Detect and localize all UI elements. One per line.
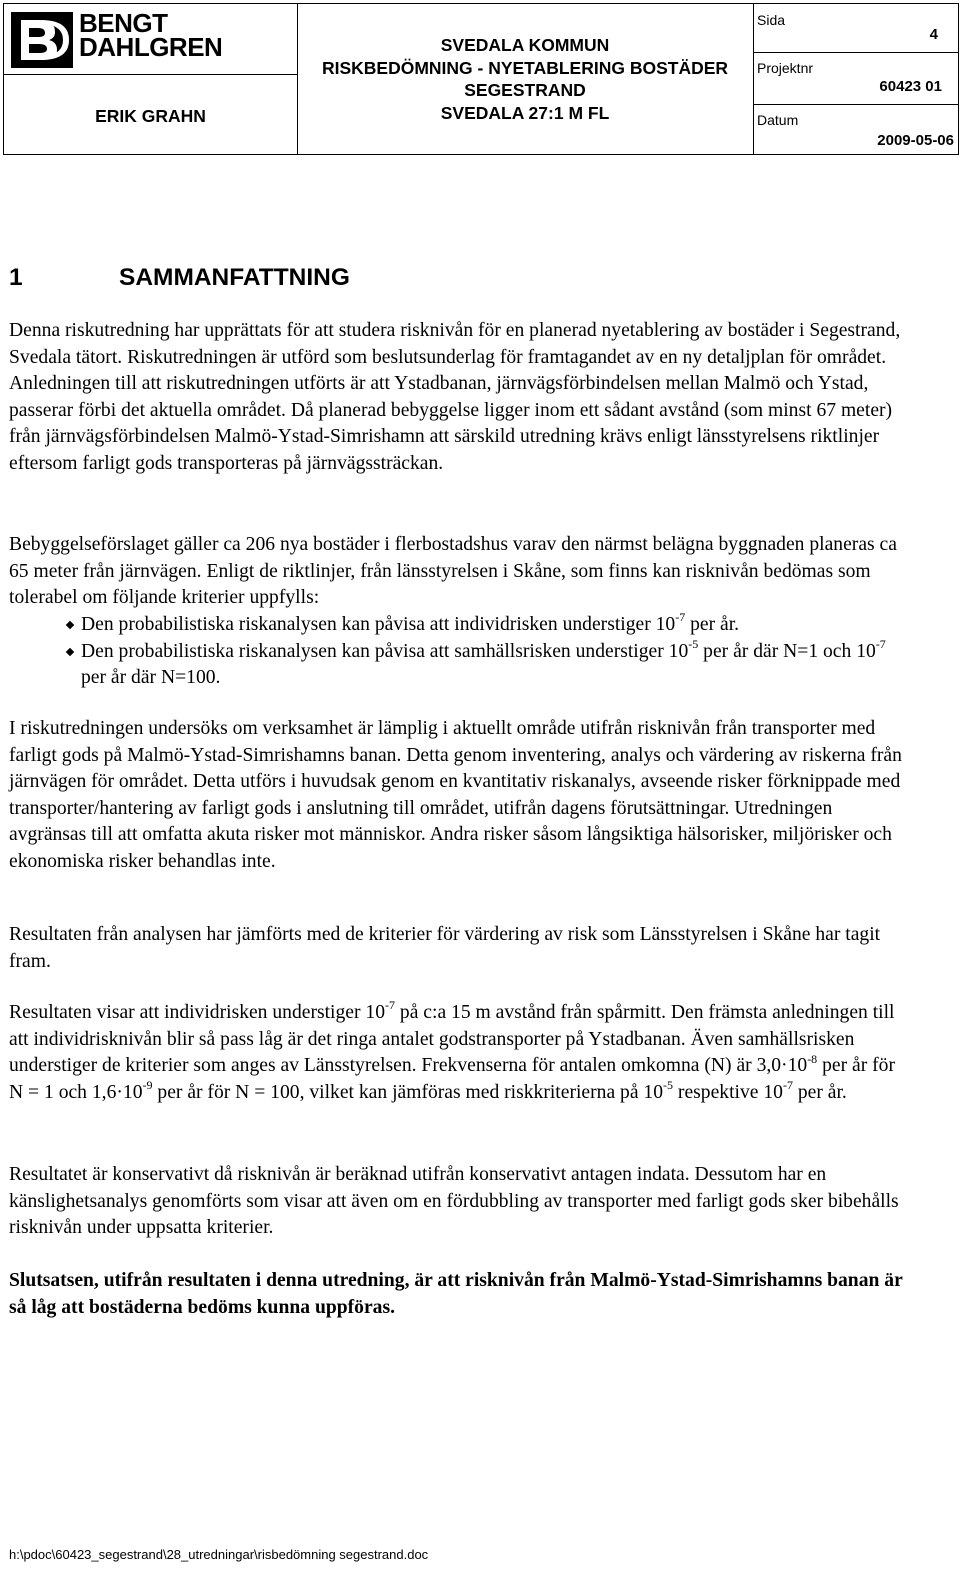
title-line-2: RISKBEDÖMNING - NYETABLERING BOSTÄDER [321,57,729,78]
section-number: 1 [9,264,23,291]
page-label: Sida [757,12,786,28]
author-cell [4,74,298,154]
date-value: 2009-05-06 [877,132,954,149]
title-line-4: SVEDALA 27:1 M FL [440,102,610,123]
file-path-footer: h:\pdoc\60423_segestrand\28_utredningar\risbedömning segestrand.doc [9,1547,429,1562]
diamond-bullet-icon [66,647,74,655]
p5-part-e: respektive 10 [673,1081,783,1103]
date-cell [754,104,958,154]
p5-part-d: per år för N = 100, vilket kan jämföras med riskkriterierna på 10 [152,1081,664,1103]
bengt-dahlgren-logo-icon [11,12,73,68]
logo-wordmark [79,8,223,62]
p5-exponent-4: -5 [663,1078,674,1093]
p5-part-a: Resultaten visar att individrisken understiger 10 [9,1002,386,1023]
criteria-list [9,612,914,692]
p5-part-f: per år. [792,1081,847,1103]
project-number: 60423 01 [879,78,942,95]
diamond-bullet-icon [66,621,74,629]
list-item [9,612,914,639]
author-name: ERIK GRAHN [95,106,206,126]
section-heading [9,264,350,292]
paragraph-5 [9,1000,914,1106]
project-label: Projektnr [757,60,814,76]
bullet-2-exponent-1: -5 [688,637,699,652]
page-cell [754,4,958,53]
p5-part-b: på c:a 15 m avstånd från spårmitt. Den främsta anledningen till att individrisknivån blir så pass låg är det ringa antalet godstransporter på Ystadbanan. Även samhällsrisken understiger de kriterier som anges av Länsstyrelsen. Frekvenserna för antalen omkomna (N) är 3,0·10 [9,1002,895,1077]
bullet-2-exponent-2: -7 [875,637,886,652]
section-title: SAMMANFATTNING [119,264,350,291]
logo-cell [4,4,298,75]
project-cell [754,52,958,105]
p5-exponent-5: -7 [782,1078,793,1093]
bullet-1-exponent: -7 [675,610,686,625]
paragraph-4: Resultaten från analysen har jämförts med de kriterier för värdering av risk som Länsstyrelsen i Skåne har tagit fram. [9,924,881,972]
logo-line-2: DAHLGREN [79,32,223,62]
bullet-2-middle: per år där N=1 och 10 [698,640,876,662]
bullet-2-text: Den probabilistiska riskanalysen kan påvisa att samhällsrisken understiger 10 [81,640,689,662]
title-line-1: SVEDALA KOMMUN [440,35,610,55]
title-line-3: SEGESTRAND [464,80,586,100]
p5-exponent-3: -9 [142,1078,153,1093]
bullet-2-tail: per år där N=100. [81,667,221,689]
bullet-1-tail: per år. [685,614,740,635]
p5-exponent-2: -8 [807,1051,818,1066]
p5-exponent-1: -7 [385,998,396,1013]
document-title [297,4,754,154]
paragraph-3: I riskutredningen undersöks om verksamhet är lämplig i aktuellt område utifrån risknivån från transporter med farligt gods på Malmö-Ystad-Simrishamns banan. Detta genom inventering, analys och värdering av riskerna från järnvägen för området. Detta utförs i huvudsak genom en kvantitativ riskanalys, avseende risker förknippade med transporter/hantering av farligt gods i anslutning till området, utifrån dagens förutsättningar. Utredningen avgränsas till att omfatta akuta risker mot människor. Andra risker såsom långsiktiga hälsorisker, miljörisker och ekonomiska risker behandlas inte. [9,718,902,872]
logo-line-1: BENGT [79,8,168,38]
p5-part-c: per år för N = 1 och 1,6·10 [9,1055,895,1103]
paragraph-1: Denna riskutredning har upprättats för att studera risknivån för en planerad nyetablering av bostäder i Segestrand, Svedala tätort. Riskutredningen är utförd som beslutsunderlag för framtagandet av en ny detaljplan för området. Anledningen till att riskutredningen utförts är att Ystadbanan, järnvägsförbindelsen mellan Malmö och Ystad, passerar förbi det aktuella området. Då planerad bebyggelse ligger inom ett sådant avstånd (som minst 67 meter) från järnvägsförbindelsen Malmö-Ystad-Simrishamn att särskild utredning krävs enligt länsstyrelsens riktlinjer eftersom farligt gods transporteras på järnvägssträckan. [9,320,901,474]
date-label: Datum [757,112,799,128]
paragraph-2: Bebyggelseförslaget gäller ca 206 nya bostäder i flerbostadshus varav den närmst belägna byggnaden planeras ca 65 meter från järnvägen. Enligt de riktlinjer, från länsstyrelsen i Skåne, som finns kan risknivån bedömas som tolerabel om följande kriterier uppfylls: [9,534,897,609]
page-number: 4 [929,26,938,43]
bullet-1-text: Den probabilistiska riskanalysen kan påvisa att individrisken understiger 10 [81,614,676,635]
document-header [3,3,959,155]
conclusion-paragraph: Slutsatsen, utifrån resultaten i denna utredning, är att risknivån från Malmö-Ystad-Simrishamns banan är så låg att bostäderna bedöms kunna uppföras. [9,1270,903,1318]
list-item [9,639,914,692]
paragraph-6: Resultatet är konservativt då risknivån är beräknad utifrån konservativt antagen indata. Dessutom har en känslighetsanalys genomförts som visar att även om en fördubbling av transporter med farligt gods sker bibehålls risknivån under uppsatta kriterier. [9,1164,899,1239]
meta-cells [754,4,958,154]
